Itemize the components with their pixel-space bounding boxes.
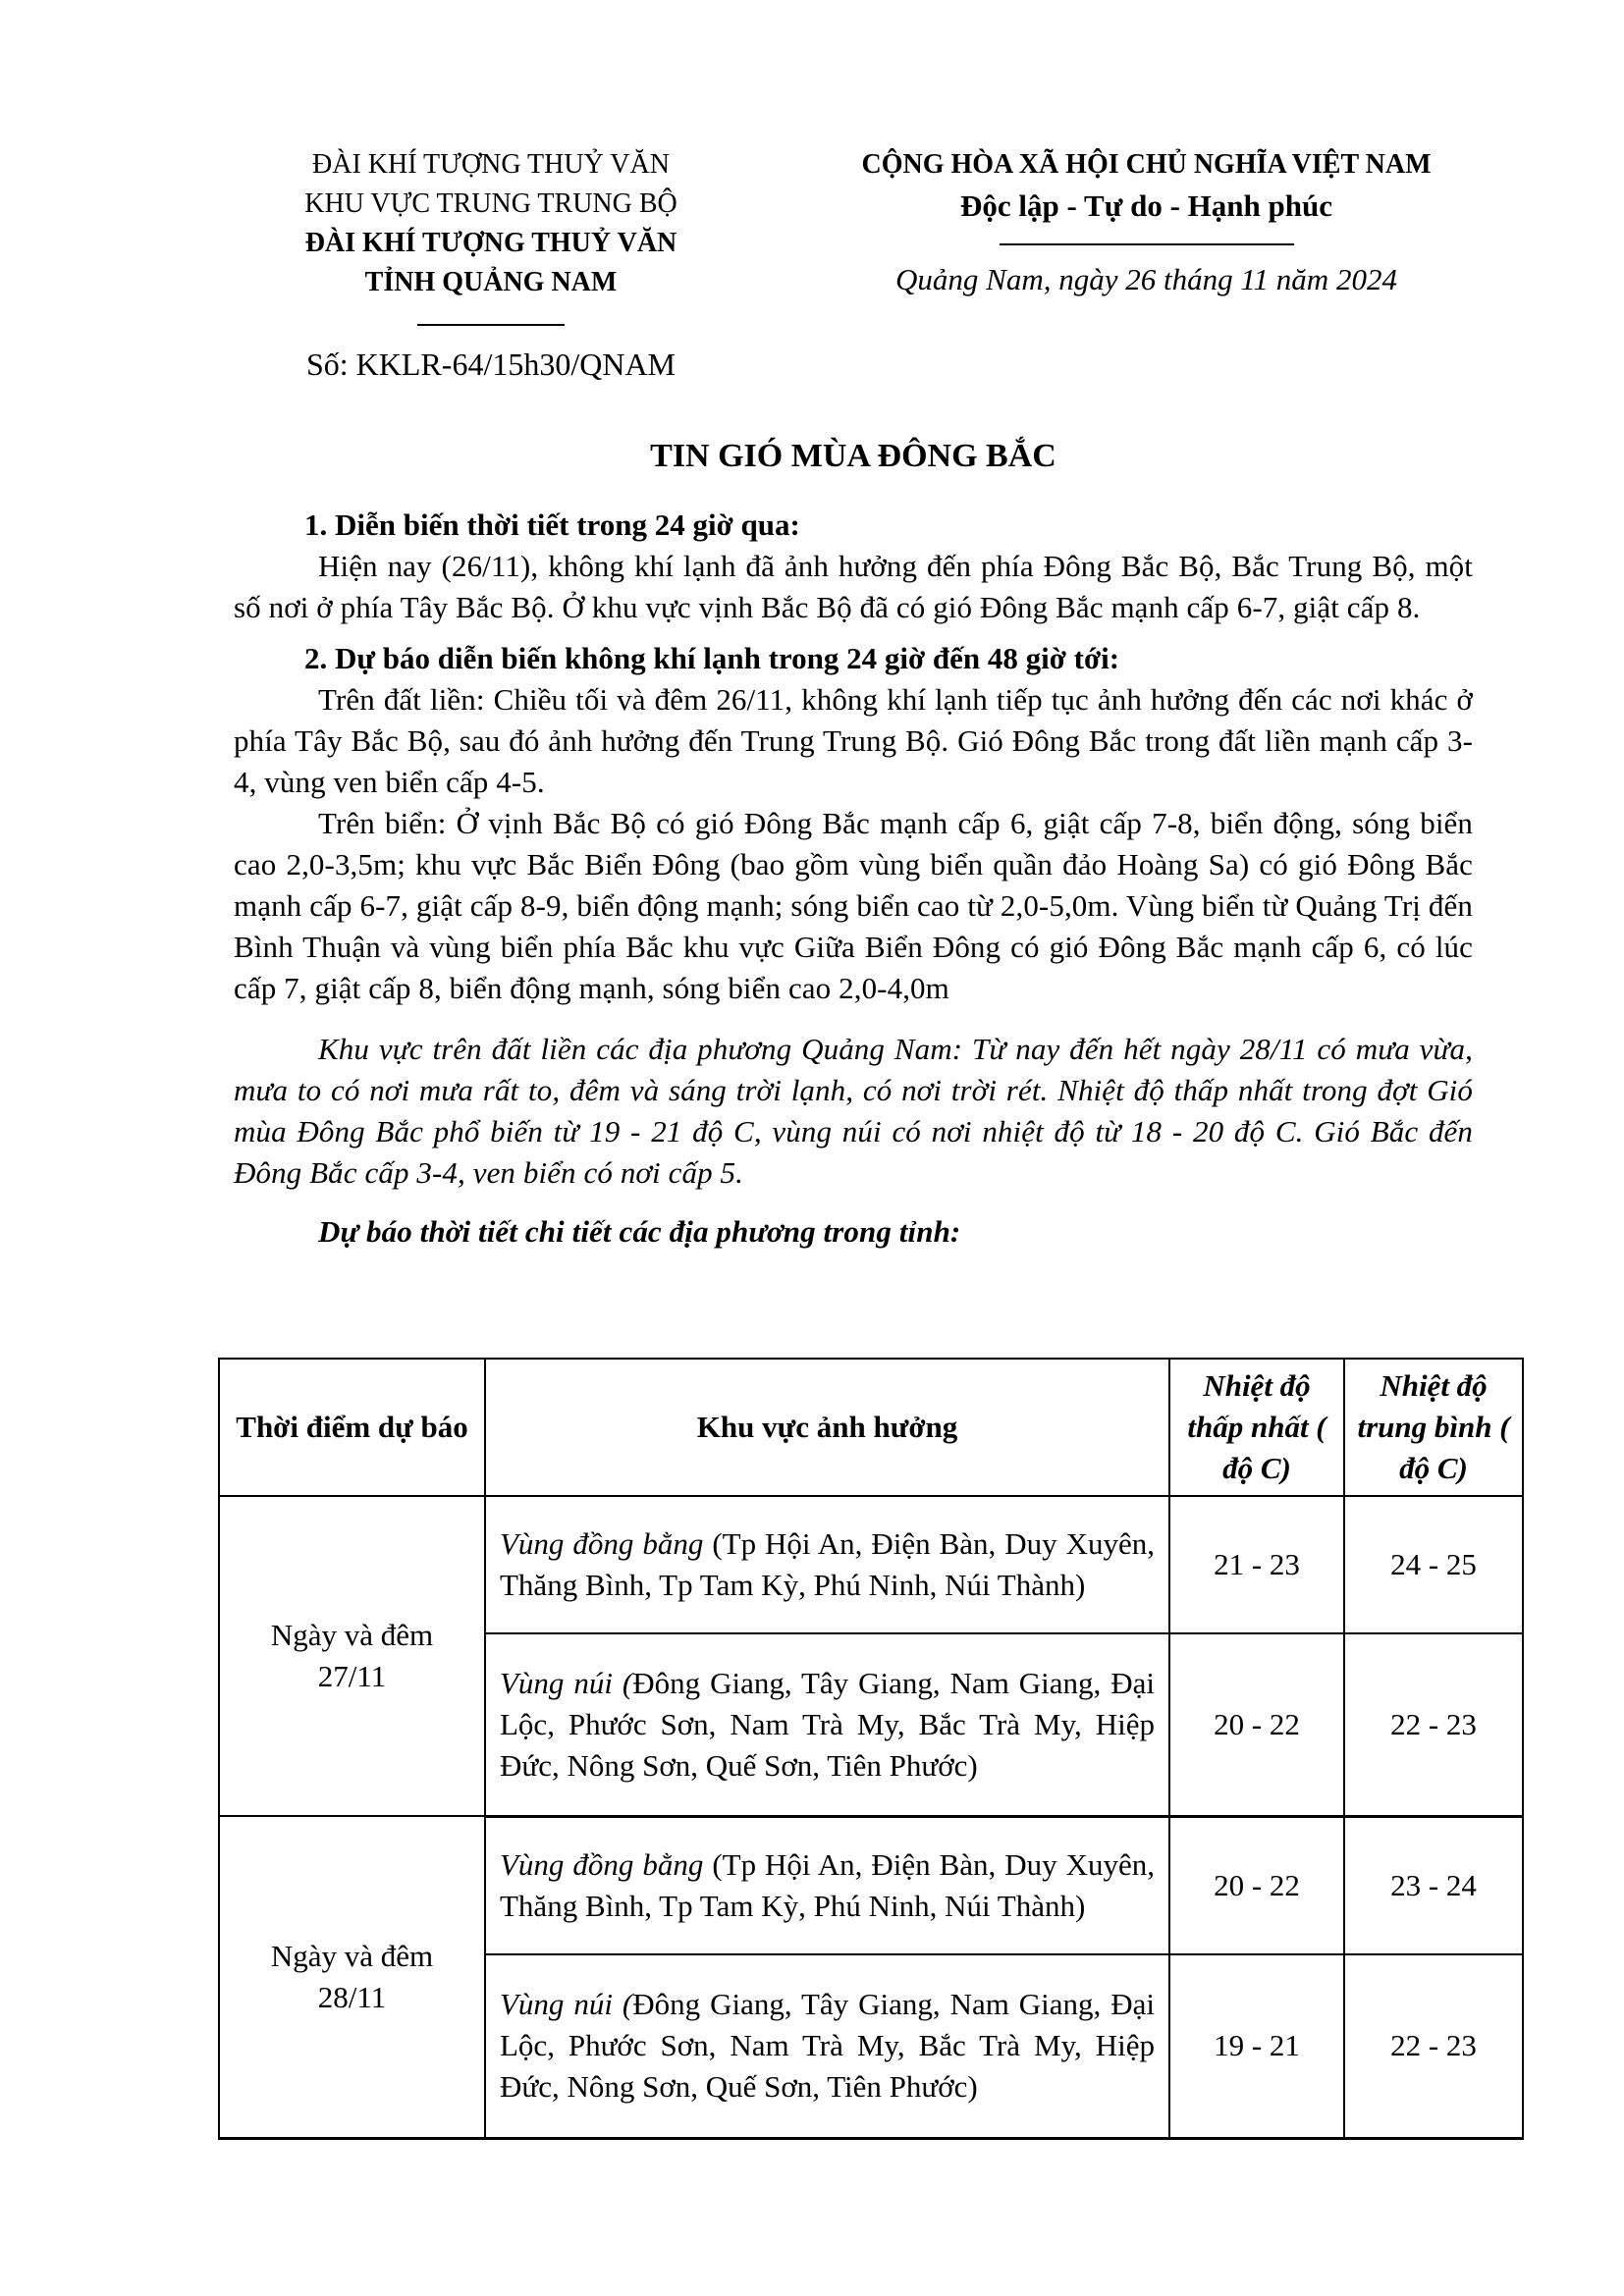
document-number: Số: KKLR-64/15h30/QNAM — [305, 347, 676, 382]
agency-name-line1: ĐÀI KHÍ TƯỢNG THUỶ VĂN — [304, 228, 677, 258]
region-cell — [485, 1496, 1169, 1633]
region-detail: Đông Giang, Tây Giang, Nam Giang, Đại Lộc, Phước Sơn, Nam Trà My, Bắc Trà My, Hiệp Đức, Nông Sơn, Quế Sơn, Tiên Phước) — [500, 1987, 1155, 2105]
date-line: Quảng Nam, ngày 26 tháng 11 năm 2024 — [895, 262, 1397, 296]
issuing-agency-block — [245, 145, 736, 385]
col-header-tavg: Nhiệt độ trung bình ( độ C) — [1344, 1359, 1523, 1496]
agency-name-line2: TỈNH QUẢNG NAM — [364, 267, 618, 297]
motto-divider — [1000, 243, 1294, 245]
table-caption: Dự báo thời tiết chi tiết các địa phương trong tỉnh: — [318, 1214, 961, 1249]
agency-divider — [417, 324, 565, 326]
table-row — [219, 1816, 1523, 1954]
para-forecast-sea: Trên biển: Ở vịnh Bắc Bộ có gió Đông Bắc mạnh cấp 6, giật cấp 7-8, biển động, sóng biển cao 2,0-3,5m; khu vực Bắc Biển Đông (bao gồm vùng biển quần đảo Hoàng Sa) có gió Đông Bắc mạnh cấp 6-7, giật cấp 8-9, biển động mạnh; sóng biển cao từ 2,0-5,0m. Vùng biển từ Quảng Trị đến Bình Thuận và vùng biển phía Bắc khu vực Giữa Biển Đông có gió Đông Bắc mạnh cấp 6, có lúc cấp 7, giật cấp 8, biển động mạnh, sóng biển cao 2,0-4,0m — [234, 806, 1473, 1005]
section-1-heading: 1. Diễn biến thời tiết trong 24 giờ qua: — [304, 507, 800, 542]
col-header-region: Khu vực ảnh hưởng — [485, 1359, 1169, 1496]
col-header-time: Thời điểm dự báo — [219, 1359, 485, 1496]
para-quangnam-forecast: Khu vực trên đất liền các địa phương Quảng Nam: Từ nay đến hết ngày 28/11 có mưa vừa, mưa to có nơi mưa rất to, đêm và sáng trời lạnh, có nơi trời rét. Nhiệt độ thấp nhất trong đợt Gió mùa Đông Bắc phổ biến từ 19 - 21 độ C, vùng núi có nơi nhiệt độ từ 18 - 20 độ C. Gió Bắc đến Đông Bắc cấp 3-4, ven biển có nơi cấp 5. — [234, 1032, 1473, 1190]
section-2-heading: 2. Dự báo diễn biến không khí lạnh trong 24 giờ đến 48 giờ tới: — [304, 641, 1120, 675]
tavg-cell: 24 - 25 — [1344, 1496, 1523, 1633]
tavg-cell: 22 - 23 — [1344, 1633, 1523, 1816]
agency-parent-line2: KHU VỰC TRUNG TRUNG BỘ — [304, 188, 677, 219]
region-name: Vùng đồng bằng — [500, 1526, 704, 1561]
region-name: Vùng núi ( — [500, 1987, 633, 2022]
tavg-cell: 23 - 24 — [1344, 1816, 1523, 1954]
region-cell — [485, 1954, 1169, 2138]
time-cell-28-11 — [219, 1816, 485, 2138]
region-name: Vùng núi ( — [500, 1665, 633, 1700]
agency-parent-line1: ĐÀI KHÍ TƯỢNG THUỶ VĂN — [312, 149, 670, 180]
region-cell — [485, 1816, 1169, 1954]
para-current-weather: Hiện nay (26/11), không khí lạnh đã ảnh hưởng đến phía Đông Bắc Bộ, Bắc Trung Bộ, một số nơi ở phía Tây Bắc Bộ. Ở khu vực vịnh Bắc Bộ đã có gió Đông Bắc mạnh cấp 6-7, giật cấp 8. — [234, 549, 1473, 624]
time-cell-27-11 — [219, 1496, 485, 1816]
col-header-tmin: Nhiệt độ thấp nhất ( độ C) — [1169, 1359, 1344, 1496]
document-body — [234, 436, 1473, 1253]
time-date: 27/11 — [317, 1659, 387, 1693]
time-label: Ngày và đêm — [270, 1618, 434, 1652]
para-forecast-land: Trên đất liền: Chiều tối và đêm 26/11, không khí lạnh tiếp tục ảnh hưởng đến các nơi khác ở phía Tây Bắc Bộ, sau đó ảnh hưởng đến Trung Trung Bộ. Gió Đông Bắc trong đất liền mạnh cấp 3-4, vùng ven biển cấp 4-5. — [234, 682, 1473, 799]
national-title: CỘNG HÒA XÃ HỘI CHỦ NGHĨA VIỆT NAM — [861, 149, 1432, 180]
time-date: 28/11 — [317, 1979, 387, 2014]
time-label: Ngày và đêm — [270, 1938, 434, 1973]
region-detail: (Tp Hội An, Điện Bàn, Duy Xuyên, Thăng Bình, Tp Tam Kỳ, Phú Ninh, Núi Thành) — [500, 1526, 1155, 1602]
tmin-cell: 20 - 22 — [1169, 1633, 1344, 1816]
region-detail: Đông Giang, Tây Giang, Nam Giang, Đại Lộc, Phước Sơn, Nam Trà My, Bắc Trà My, Hiệp Đức, Nông Sơn, Quế Sơn, Tiên Phước) — [500, 1665, 1155, 1783]
region-detail: (Tp Hội An, Điện Bàn, Duy Xuyên, Thăng Bình, Tp Tam Kỳ, Phú Ninh, Núi Thành) — [500, 1846, 1155, 1923]
document-title: TIN GIÓ MÙA ĐÔNG BẮC — [650, 438, 1056, 474]
tavg-cell: 22 - 23 — [1344, 1954, 1523, 2138]
table-header-row — [219, 1359, 1523, 1496]
forecast-table — [218, 1358, 1524, 2140]
region-cell — [485, 1633, 1169, 1816]
national-motto-block — [830, 145, 1463, 300]
table-row — [219, 1496, 1523, 1633]
national-motto: Độc lập - Tự do - Hạnh phúc — [960, 188, 1332, 223]
tmin-cell: 20 - 22 — [1169, 1816, 1344, 1954]
region-name: Vùng đồng bằng — [500, 1846, 704, 1882]
tmin-cell: 21 - 23 — [1169, 1496, 1344, 1633]
tmin-cell: 19 - 21 — [1169, 1954, 1344, 2138]
